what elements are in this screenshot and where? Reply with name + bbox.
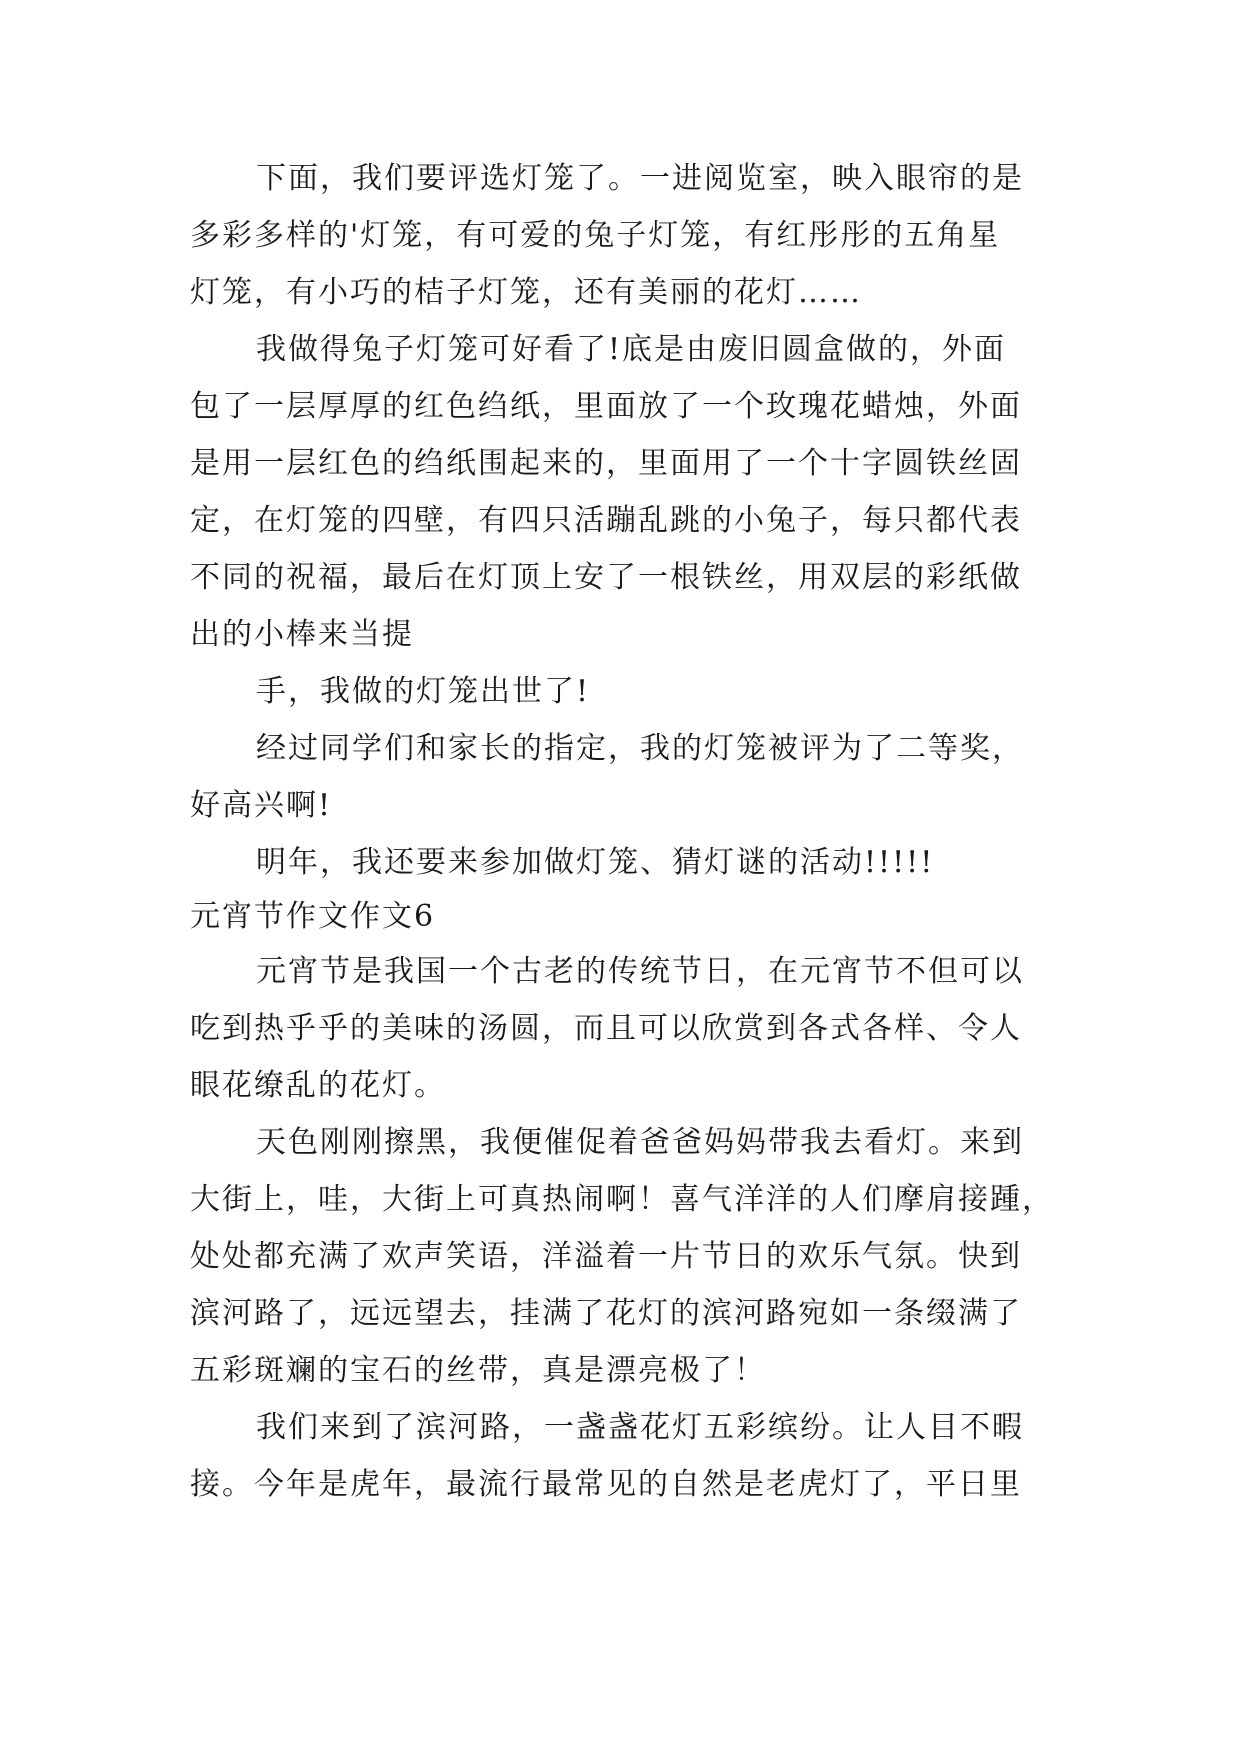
text-line: 定，在灯笼的四壁，有四只活蹦乱跳的小兔子，每只都代表 <box>190 503 1022 538</box>
text-line: 不同的祝福，最后在灯顶上安了一根铁丝，用双层的彩纸做 <box>190 560 1022 595</box>
text-line: 吃到热乎乎的美味的汤圆，而且可以欣赏到各式各样、令人 <box>190 1011 1022 1046</box>
text-line: 灯笼，有小巧的桔子灯笼，还有美丽的花灯…… <box>190 275 862 310</box>
text-line: 出的小棒来当提 <box>190 617 414 652</box>
text-line: 滨河路了，远远望去，挂满了花灯的滨河路宛如一条缀满了 <box>190 1296 1022 1331</box>
text-line: 我们来到了滨河路，一盏盏花灯五彩缤纷。让人目不暇 <box>256 1410 1024 1445</box>
text-line: 多彩多样的'灯笼，有可爱的兔子灯笼，有红彤彤的五角星 <box>190 218 1001 253</box>
text-line: 明年，我还要来参加做灯笼、猜灯谜的活动!!!!! <box>256 845 935 880</box>
text-line: 经过同学们和家长的指定，我的灯笼被评为了二等奖， <box>256 731 1024 766</box>
text-line: 接。今年是虎年，最流行最常见的自然是老虎灯了，平日里 <box>190 1467 1022 1502</box>
text-line: 眼花缭乱的花灯。 <box>190 1068 446 1103</box>
text-line: 大街上，哇，大街上可真热闹啊！喜气洋洋的人们摩肩接踵， <box>190 1182 1054 1217</box>
document-page <box>190 150 1070 1513</box>
text-line: 好高兴啊! <box>190 788 333 823</box>
text-line: 天色刚刚擦黑，我便催促着爸爸妈妈带我去看灯。来到 <box>256 1125 1024 1160</box>
text-line: 手，我做的灯笼出世了! <box>256 674 591 709</box>
text-line: 包了一层厚厚的红色绉纸，里面放了一个玫瑰花蜡烛，外面 <box>190 389 1022 424</box>
section-heading: 元宵节作文作文6 <box>190 899 436 934</box>
text-line: 我做得兔子灯笼可好看了!底是由废旧圆盒做的，外面 <box>256 332 1007 367</box>
text-line: 下面，我们要评选灯笼了。一进阅览室，映入眼帘的是 <box>256 161 1024 196</box>
text-line: 是用一层红色的绉纸围起来的，里面用了一个十字圆铁丝固 <box>190 446 1022 481</box>
text-line: 元宵节是我国一个古老的传统节日，在元宵节不但可以 <box>256 954 1024 989</box>
text-line: 五彩斑斓的宝石的丝带，真是漂亮极了！ <box>190 1353 766 1388</box>
text-line: 处处都充满了欢声笑语，洋溢着一片节日的欢乐气氛。快到 <box>190 1239 1022 1274</box>
